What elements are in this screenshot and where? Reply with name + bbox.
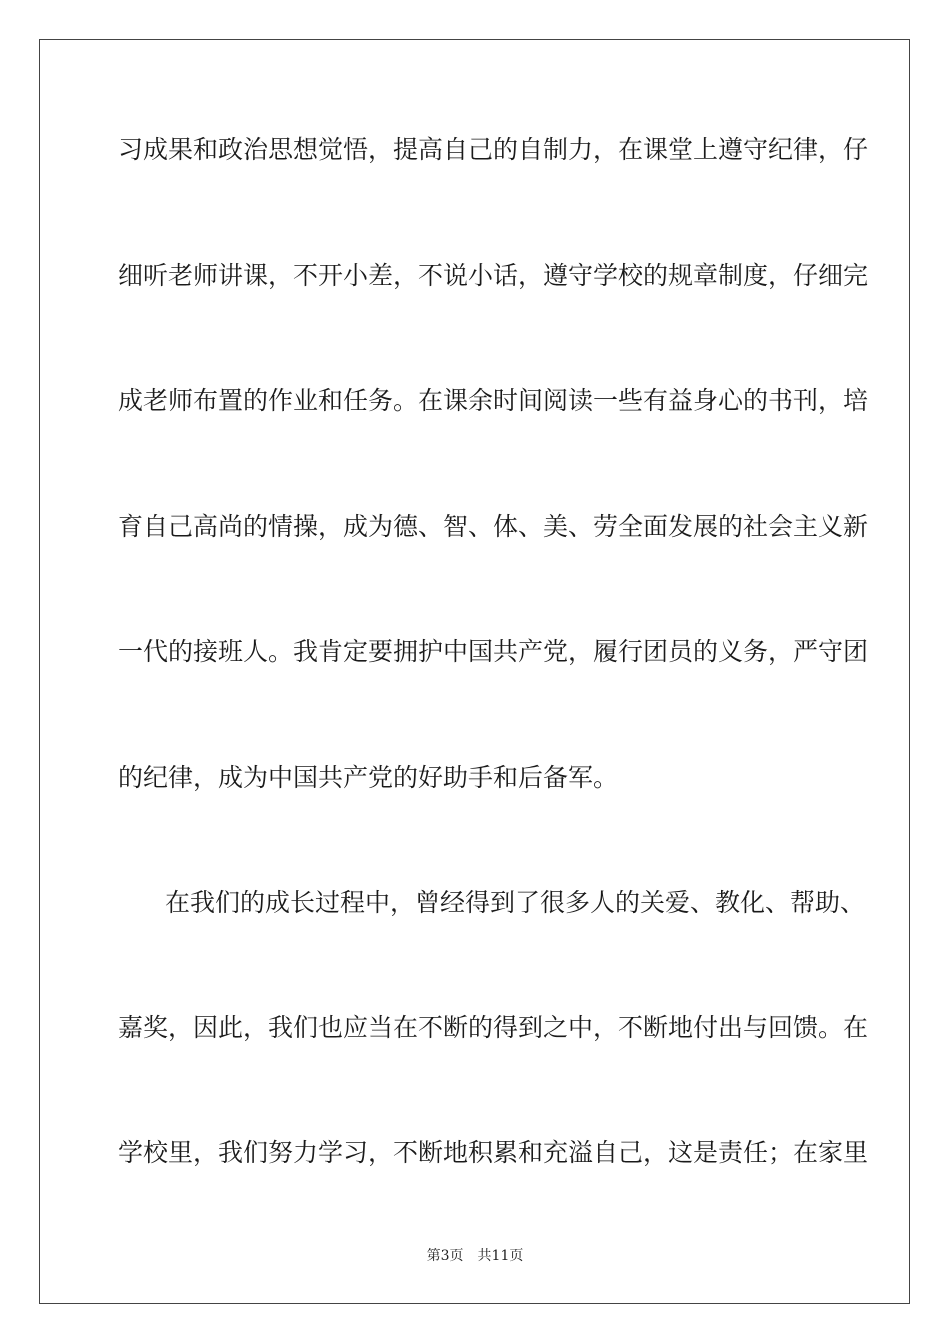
paragraph-line: 细听老师讲课，不开小差，不说小话，遵守学校的规章制度，仔细完	[118, 261, 869, 290]
paragraph-line: 成老师布置的作业和任务。在课余时间阅读一些有益身心的书刊，培	[118, 386, 869, 415]
paragraph-line: 的纪律，成为中国共产党的好助手和后备军。	[118, 763, 619, 792]
paragraph-line: 学校里，我们努力学习，不断地积累和充溢自己，这是责任；在家里	[118, 1138, 869, 1167]
page-number: 第3页	[426, 1248, 464, 1264]
page-footer	[0, 1247, 950, 1265]
paragraph-line: 习成果和政治思想觉悟，提高自己的自制力，在课堂上遵守纪律，仔	[118, 135, 869, 164]
paragraph-line: 在我们的成长过程中，曾经得到了很多人的关爱、教化、帮助、	[165, 888, 866, 917]
page-border	[39, 39, 910, 1304]
page-total: 共11页	[477, 1248, 524, 1264]
paragraph-line: 一代的接班人。我肯定要拥护中国共产党，履行团员的义务，严守团	[118, 637, 869, 666]
paragraph-line: 育自己高尚的情操，成为德、智、体、美、劳全面发展的社会主义新	[118, 512, 869, 541]
paragraph-line: 嘉奖，因此，我们也应当在不断的得到之中，不断地付出与回馈。在	[118, 1013, 869, 1042]
